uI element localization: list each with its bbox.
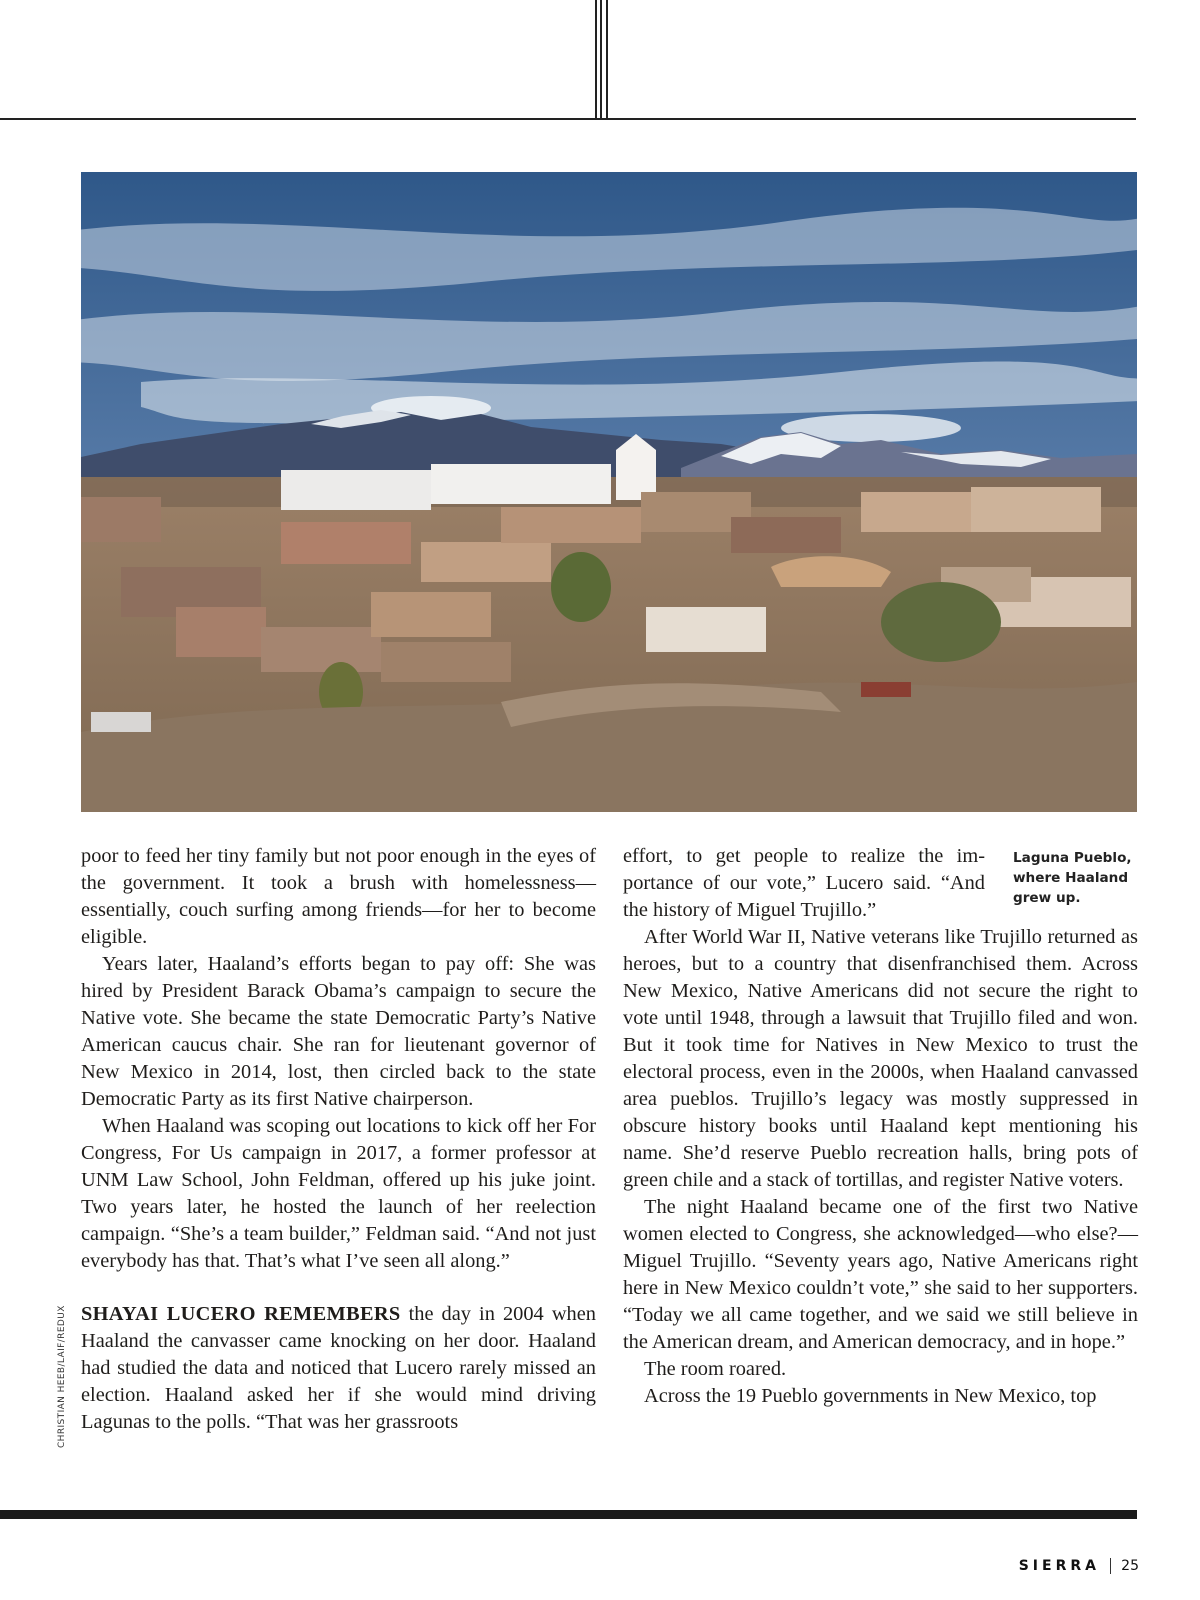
header-divider-line xyxy=(606,0,608,119)
header-rule xyxy=(0,118,1136,120)
section-paragraph xyxy=(81,1301,596,1436)
page-number: 25 xyxy=(1121,1558,1139,1574)
paragraph: poor to feed her tiny family but not poor enough in the eyes of the government. It took a brush with homelessness—essentially, couch surfing among friends—for her to become eligible. xyxy=(81,845,596,948)
folio-separator xyxy=(1110,1558,1111,1574)
section-text: the day in 2004 when Haaland the canvasser came knocking on her door. Haaland had studied the data and noticed that Lucero rarely missed an election. Haaland asked her if she would mind driving Lagunas to the polls. “That was her grassroots xyxy=(81,1303,596,1433)
paragraph: The room roared. xyxy=(644,1358,787,1380)
paragraph: Across the 19 Pueblo governments in New Mexico, top xyxy=(644,1385,1097,1407)
page-folio xyxy=(1019,1558,1139,1574)
header-divider-line xyxy=(600,0,602,119)
photo-credit: CHRISTIAN HEEB/LAIF/REDUX xyxy=(57,1305,67,1448)
laguna-pueblo-photo xyxy=(81,172,1137,812)
paragraph: When Haaland was scoping out locations to kick off her For Congress, For Us campaign in 2017, a former professor at UNM Law School, John Feldman, offered up his juke joint. Two years later, he hosted the launch of her reelection campaign. “She’s a team builder,” Feldman said. “And not just everybody has that. That’s what I’ve seen all along.” xyxy=(81,1115,596,1272)
paragraph: After World War II, Native veterans like Trujillo returned as heroes, but to a country that disenfranchised them. Across New Mexico, Native Americans did not secure the right to vote until 1948, through a lawsuit that Trujillo filed and won. But it took time for Natives in New Mexico to trust the electoral process, even in the 2000s, when Haaland canvassed area pueblos. Trujillo’s legacy was mostly suppressed in obscure history books until Haaland kept mentioning his name. She’d reserve Pueblo recreation halls, bring pots of green chile and a stack of tortillas, and register Native voters. xyxy=(623,926,1138,1191)
header-divider-line xyxy=(595,0,597,119)
article-column-right xyxy=(623,843,1138,1410)
paragraph: The night Haaland became one of the first two Native women elected to Congress, she acknowledged—who else?—Miguel Trujillo. “Seventy years ago, Native Americans right here in New Mexico couldn’t vote,” she said to her supporters. “Today we all came together, and we said we still believe in the American dream, and American democracy, and in hope.” xyxy=(623,1196,1138,1353)
photo-caption: Laguna Pueblo, where Haaland grew up. xyxy=(1013,850,1132,906)
article-column-left xyxy=(81,843,596,1436)
magazine-name: SIERRA xyxy=(1018,1558,1100,1574)
paragraph: Years later, Haaland’s efforts began to pay off: She was hired by President Barack Obama’s campaign to secure the Native vote. She became the state Democratic Party’s Native American caucus chair. She ran for lieutenant governor of New Mexico in 2014, lost, then circled back to the state Democratic Party as its first Native chairperson. xyxy=(81,953,596,1110)
paragraph: effort, to get people to realize the importance of our vote,” Lucero said. “And the history of Miguel Trujillo.” xyxy=(623,845,985,921)
section-lead-in: SHAYAI LUCERO REMEMBERS xyxy=(81,1303,401,1325)
footer-rule xyxy=(0,1510,1137,1519)
